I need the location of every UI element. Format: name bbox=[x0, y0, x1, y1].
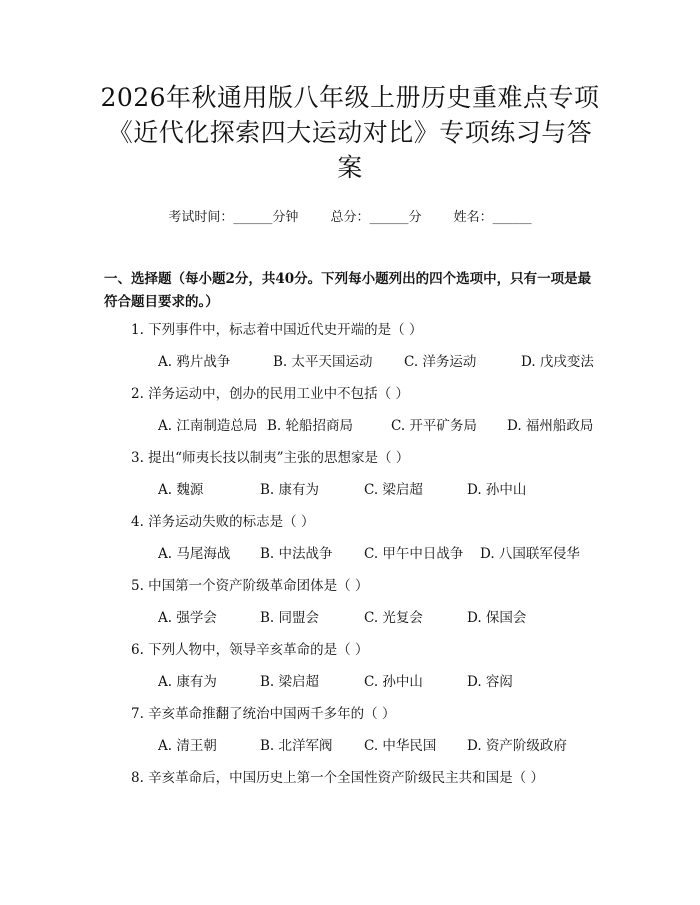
option-c: C. 梁启超 bbox=[364, 482, 423, 498]
document-title bbox=[60, 80, 640, 185]
option-a: A. 清王朝 bbox=[158, 738, 217, 754]
title-line-2: 《近代化探索四大运动对比》专项练习与答 bbox=[107, 118, 593, 147]
option-d: D. 资产阶级政府 bbox=[467, 738, 567, 754]
option-d: D. 孙中山 bbox=[467, 482, 527, 498]
option-d: D. 八国联军侵华 bbox=[480, 546, 580, 562]
exam-meta bbox=[0, 206, 700, 225]
question-stem: 8. 辛亥革命后，中国历史上第一个全国性资产阶级民主共和国是（ ） bbox=[131, 770, 544, 786]
option-d: D. 保国会 bbox=[467, 610, 527, 626]
option-b: B. 太平天国运动 bbox=[273, 354, 373, 370]
question-stem: 7. 辛亥革命推翻了统治中国两千多年的（ ） bbox=[131, 706, 396, 722]
option-b: B. 康有为 bbox=[260, 482, 320, 498]
option-c: C. 光复会 bbox=[364, 610, 423, 626]
option-b: B. 中法战争 bbox=[260, 546, 333, 562]
option-b: B. 同盟会 bbox=[260, 610, 320, 626]
section-heading: 一、选择题（每小题2分，共40分。下列每小题列出的四个选项中，只有一项是最符合题目要求的。） bbox=[104, 271, 592, 310]
option-c: C. 中华民国 bbox=[364, 738, 437, 754]
option-a: A. 魏源 bbox=[158, 482, 204, 498]
option-d: D. 福州船政局 bbox=[507, 418, 594, 434]
option-b: B. 轮船招商局 bbox=[267, 418, 354, 434]
option-c: C. 甲午中日战争 bbox=[364, 546, 464, 562]
question-stem: 1. 下列事件中，标志着中国近代史开端的是（ ） bbox=[131, 322, 423, 338]
option-a: A. 强学会 bbox=[158, 610, 217, 626]
option-a: A. 江南制造总局 bbox=[158, 418, 258, 434]
option-c: C. 开平矿务局 bbox=[391, 418, 477, 434]
option-d: D. 容闳 bbox=[467, 674, 513, 690]
question-stem: 2. 洋务运动中，创办的民用工业中不包括（ ） bbox=[131, 386, 409, 402]
total-score: 总分：______分 bbox=[330, 210, 422, 225]
question-stem: 5. 中国第一个资产阶级革命团体是（ ） bbox=[131, 578, 369, 594]
question-stem: 3. 提出“师夷长技以制夷”主张的思想家是（ ） bbox=[131, 450, 410, 466]
option-a: A. 康有为 bbox=[158, 674, 217, 690]
title-line-1: 2026年秋通用版八年级上册历史重难点专项 bbox=[100, 83, 600, 112]
option-c: C. 洋务运动 bbox=[404, 354, 477, 370]
question-stem: 6. 下列人物中，领导辛亥革命的是（ ） bbox=[131, 642, 369, 658]
exam-time: 考试时间：______分钟 bbox=[168, 210, 299, 225]
option-c: C. 孙中山 bbox=[364, 674, 423, 690]
title-line-3: 案 bbox=[337, 153, 363, 182]
option-a: A. 马尾海战 bbox=[158, 546, 231, 562]
option-b: B. 北洋军阀 bbox=[260, 738, 333, 754]
student-name: 姓名：______ bbox=[453, 210, 532, 225]
question-stem: 4. 洋务运动失败的标志是（ ） bbox=[131, 514, 315, 530]
option-a: A. 鸦片战争 bbox=[158, 354, 231, 370]
option-d: D. 戊戌变法 bbox=[521, 354, 594, 370]
option-b: B. 梁启超 bbox=[260, 674, 320, 690]
